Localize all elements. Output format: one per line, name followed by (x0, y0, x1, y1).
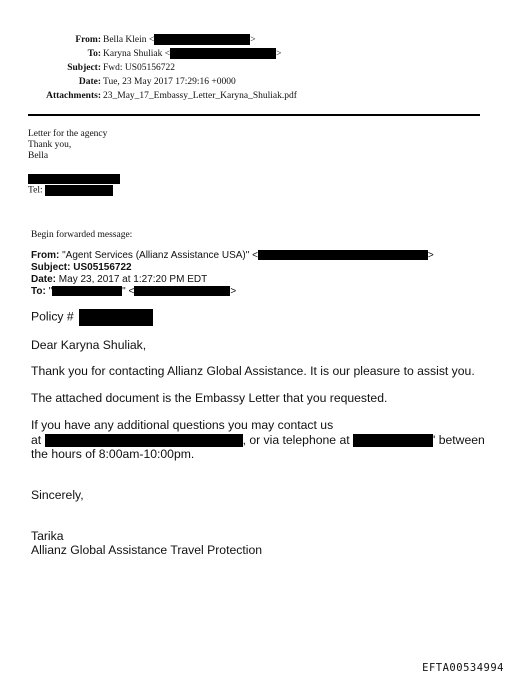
fwd-date-value: May 23, 2017 at 1:27:20 PM EDT (58, 274, 208, 285)
header-divider (28, 114, 480, 116)
tel-line (28, 185, 113, 197)
document-id: EFTA00534994 (422, 662, 504, 674)
greeting: Dear Karyna Shuliak, (31, 338, 147, 352)
date-label: Date: (78, 77, 101, 87)
paragraph-1: Thank you for contacting Allianz Global Assistance. It is our pleasure to assist you. (31, 364, 475, 378)
message-line-2: Thank you, (28, 140, 72, 150)
attachments-label: Attachments: (46, 91, 101, 101)
from-name: Bella Klein < (103, 35, 155, 45)
redaction-block (353, 434, 433, 447)
para3-mid: , or via telephone at (242, 433, 350, 447)
policy-label: Policy # (31, 309, 74, 324)
fwd-from-line (31, 250, 434, 262)
redaction-block (28, 174, 120, 184)
fwd-to-line (31, 286, 236, 298)
forwarded-intro: Begin forwarded message: (31, 230, 133, 240)
signature-title: Allianz Global Assistance Travel Protection (31, 543, 262, 557)
fwd-date-line (31, 274, 207, 286)
paragraph-3-line-2 (31, 433, 485, 447)
to-name: Karyna Shuliak < (103, 49, 171, 59)
from-close: > (250, 35, 256, 45)
fwd-subject-line (31, 262, 132, 274)
to-label: To: (87, 49, 101, 59)
redaction-block (79, 309, 153, 326)
para3-between: ' between (433, 433, 485, 447)
paragraph-2: The attached document is the Embassy Letter that you requested. (31, 391, 388, 405)
to-value (103, 47, 281, 62)
message-line-3: Bella (28, 151, 49, 161)
redaction-block (134, 286, 230, 296)
fwd-from-close: > (427, 250, 434, 261)
from-value (103, 33, 256, 48)
redaction-block (154, 34, 250, 45)
paragraph-3-line-3: the hours of 8:00am-10:00pm. (31, 447, 195, 461)
fwd-subject-value: US05156722 (73, 262, 132, 273)
paragraph-3-line-1: If you have any additional questions you may contact us (31, 418, 334, 432)
attachment-link[interactable]: 23_May_17_Embassy_Letter_Karyna_Shuliak.pdf (103, 91, 297, 101)
fwd-from-value: "Agent Services (Allianz Assistance USA)" < (62, 250, 258, 261)
fwd-to-close: > (230, 286, 237, 297)
signature-name: Tarika (31, 529, 64, 543)
to-close: > (276, 49, 282, 59)
subject-label: Subject: (67, 63, 101, 73)
closing: Sincerely, (31, 488, 84, 502)
para3-at: at (31, 433, 42, 447)
date-value: Tue, 23 May 2017 17:29:16 +0000 (103, 77, 236, 87)
redaction-block (258, 250, 428, 260)
redaction-block (45, 185, 113, 196)
policy-line (31, 309, 153, 326)
redaction-block (52, 286, 122, 296)
redaction-block (45, 434, 243, 447)
from-label: From: (75, 35, 101, 45)
message-line-1: Letter for the agency (28, 129, 108, 139)
subject-value: Fwd: US05156722 (103, 63, 176, 73)
tel-label: Tel: (28, 185, 43, 196)
fwd-to-quote-open: " (48, 286, 53, 297)
fwd-date-label: Date: (31, 274, 57, 285)
redaction-block (170, 48, 276, 59)
fwd-subject-label: Subject: (31, 262, 71, 273)
fwd-to-label: To: (31, 286, 46, 297)
fwd-to-quote-close: " < (122, 286, 135, 297)
fwd-from-label: From: (31, 250, 60, 261)
